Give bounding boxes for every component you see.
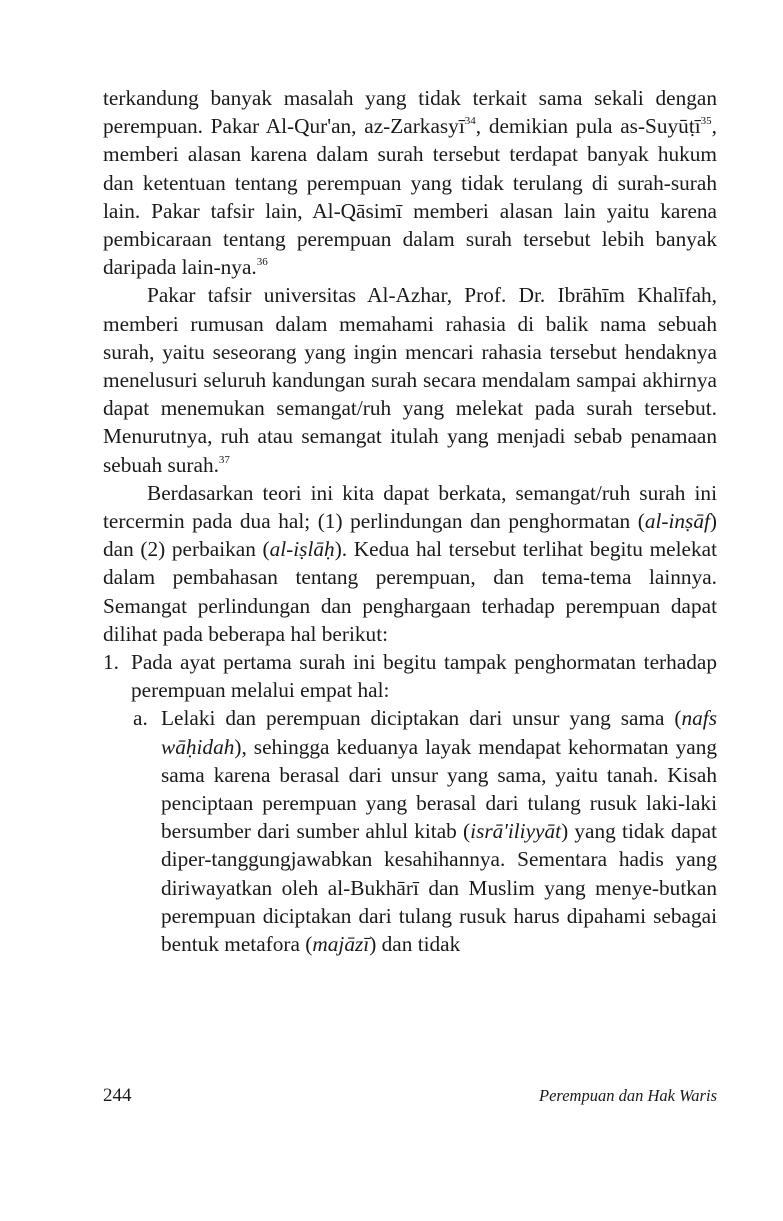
term-nafs-wahidah: nafs wāḥidah — [161, 706, 717, 759]
paragraph-1 — [103, 84, 717, 281]
footnote-ref-35[interactable]: 35 — [700, 115, 712, 128]
sub-item-a-text-2: ), sehingga keduanya layak mendapat kehormatan yang sama karena berasal dari unsur yang sama, yaitu tanah. Kisah penciptaan perempuan yang berasal dari tulang rusuk laki-laki bersumber dari sumber ahlul kitab ( — [161, 734, 717, 844]
footnote-ref-36[interactable]: 36 — [256, 256, 268, 269]
paragraph-1-text-a: terkandung banyak masalah yang tidak terkait sama sekali dengan perempuan. Pakar Al-Qur'an, az-Zarkasyī — [103, 86, 717, 139]
paragraph-1-text-b: , demikian pula as-Suyūṭī — [475, 114, 701, 139]
page-number: 244 — [103, 1085, 132, 1106]
paragraph-3 — [103, 479, 717, 648]
sub-list-item-a-marker: a. — [133, 706, 148, 731]
paragraph-3-text-c: ). Kedua hal tersebut terlihat begitu melekat dalam pembahasan tentang perempuan, dan tema-tema lainnya. Semangat perlindungan dan penghargaan terhadap perempuan dapat dilihat pada beberapa hal berikut: — [103, 537, 718, 646]
sub-item-a-text-1: Lelaki dan perempuan diciptakan dari unsur yang sama ( — [161, 706, 682, 731]
term-majazi: majāzī — [312, 932, 370, 957]
paragraph-2 — [103, 281, 717, 478]
paragraph-3-text-b: ) dan (2) perbaikan ( — [103, 509, 717, 562]
term-al-islah: al-iṣlāḥ — [269, 537, 335, 562]
running-title: Perempuan dan Hak Waris — [539, 1086, 717, 1105]
footnote-ref-34[interactable]: 34 — [464, 115, 476, 128]
sub-item-a-text-3: ) yang tidak dapat diper-tanggungjawabkan kesahihannya. Sementara hadis yang diriwayatkan oleh al-Bukhārī dan Muslim yang menye-butkan perempuan diciptakan dari tulang rusuk harus dipahami sebagai bentuk metafora ( — [161, 819, 717, 957]
footnote-ref-37[interactable]: 37 — [218, 453, 230, 466]
paragraph-2-text: Pakar tafsir universitas Al-Azhar, Prof. Dr. Ibrāhīm Khalīfah, memberi rumusan dalam memahami rahasia di balik nama sebuah surah, yaitu seseorang yang ingin mencari rahasia tersebut hendaknya menelusuri seluruh kandungan surah secara mendalam sampai akhirnya dapat menemukan semangat/ruh yang melekat pada surah tersebut. Menurutnya, ruh atau semangat itulah yang menjadi sebab penamaan sebuah surah. — [103, 283, 717, 477]
paragraph-1-text-c: , memberi alasan karena dalam surah tersebut terdapat banyak hukum dan ketentuan tentang perempuan yang tidak terulang di surah-surah lain. Pakar tafsir lain, Al-Qāsimī memberi alasan lain yaitu karena pembicaraan tentang perempuan dalam surah tersebut lebih banyak daripada lain-nya. — [103, 114, 717, 280]
term-israiliyyat: isrā'iliyyāt — [470, 819, 562, 844]
sub-item-a-text-4: ) dan tidak — [369, 932, 461, 957]
list-item-1-marker: 1. — [103, 650, 119, 675]
list-item-1-text: Pada ayat pertama surah ini begitu tampak penghormatan terhadap perempuan melalui empat hal: — [131, 650, 717, 703]
sub-list-item-a — [103, 704, 717, 958]
term-al-insaf: al-inṣāf — [644, 509, 710, 534]
paragraph-3-text-a: Berdasarkan teori ini kita dapat berkata, semangat/ruh surah ini tercermin pada dua hal; (1) perlindungan dan penghormatan ( — [103, 480, 717, 534]
page-body — [103, 84, 717, 958]
list-item-1 — [103, 648, 717, 704]
